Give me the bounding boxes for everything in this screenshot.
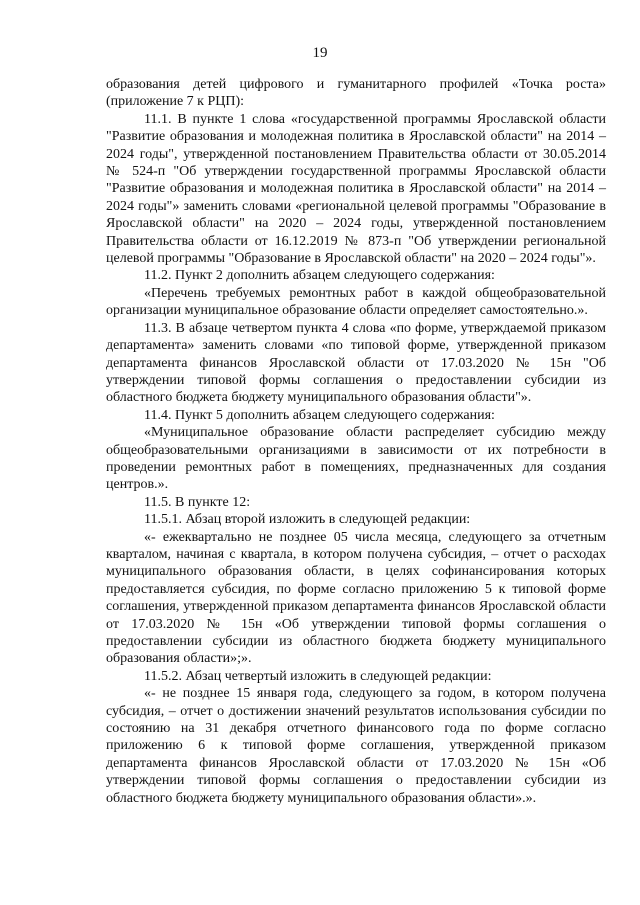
paragraph: 11.2. Пункт 2 дополнить абзацем следующего содержания: bbox=[144, 268, 495, 284]
paragraph: «Муниципальное образование области распределяет субсидию между общеобразовательными организациями в зависимости от их потребности в проведении ремонтных работ в помещениях, предназначенных для создания центров.». bbox=[106, 425, 606, 493]
paragraph: 11.3. В абзаце четвертом пункта 4 слова «по форме, утверждаемой приказом департамента» заменить словами «по типовой форме, утвержденной приказом департамента финансов Ярославской области от 17.03.2020 № 15н "Об утверждении типовой формы соглашения о предоставлении субсидии из областного бюджета бюджету муниципального образования области"». bbox=[106, 320, 606, 406]
paragraph: 11.5. В пункте 12: bbox=[144, 494, 251, 510]
document-body bbox=[106, 76, 606, 807]
paragraph: «Перечень требуемых ремонтных работ в каждой общеобразовательной организации муниципальное образование области определяет самостоятельно.». bbox=[106, 285, 606, 319]
paragraph: «- ежеквартально не позднее 05 числа месяца, следующего за отчетным кварталом, начиная с квартала, в котором получена субсидия, – отчет о расходах муниципального образования области, в целях софинансирования которых предоставляется субсидия, по форме согласно приложению 5 к типовой форме соглашения, утвержденной приказом департамента финансов Ярославской области от 17.03.2020 № 15н «Об утверждении типовой формы соглашения о предоставлении субсидии из областного бюджета бюджету муниципального образования области»;». bbox=[106, 529, 606, 667]
paragraph: 11.5.2. Абзац четвертый изложить в следующей редакции: bbox=[144, 668, 492, 684]
paragraph: «- не позднее 15 января года, следующего за годом, в котором получена субсидия, – отчет о достижении значений результатов использования субсидии по состоянию на 31 декабря отчетного финансового года по форме согласно приложению 6 к типовой форме соглашения, утвержденной приказом департамента финансов Ярославской области от 17.03.2020 № 15н «Об утверждении типовой формы соглашения о предоставлении субсидии из областного бюджета бюджету муниципального образования области».». bbox=[106, 686, 606, 806]
page-number: 19 bbox=[312, 45, 328, 61]
paragraph: образования детей цифрового и гуманитарного профилей «Точка роста» (приложение 7 к РЦП): bbox=[106, 77, 606, 110]
paragraph: 11.5.1. Абзац второй изложить в следующей редакции: bbox=[144, 512, 471, 528]
paragraph: 11.1. В пункте 1 слова «государственной программы Ярославской области "Развитие образования и молодежная политика в Ярославской области" на 2014 – 2024 годы", утвержденной постановлением Правительства области от 30.05.2014 № 524-п "Об утверждении государственной программы Ярославской области "Развитие образования и молодежная политика в Ярославской области" на 2014 – 2024 годы"» заменить словами «региональной целевой программы "Образование в Ярославской области" на 2020 – 2024 годы, утвержденной постановлением Правительства области от 16.12.2019 № 873-п "Об утверждении региональной целевой программы "Образование в Ярославской области" на 2020 – 2024 годы"». bbox=[106, 111, 606, 267]
paragraph: 11.4. Пункт 5 дополнить абзацем следующего содержания: bbox=[144, 407, 495, 423]
